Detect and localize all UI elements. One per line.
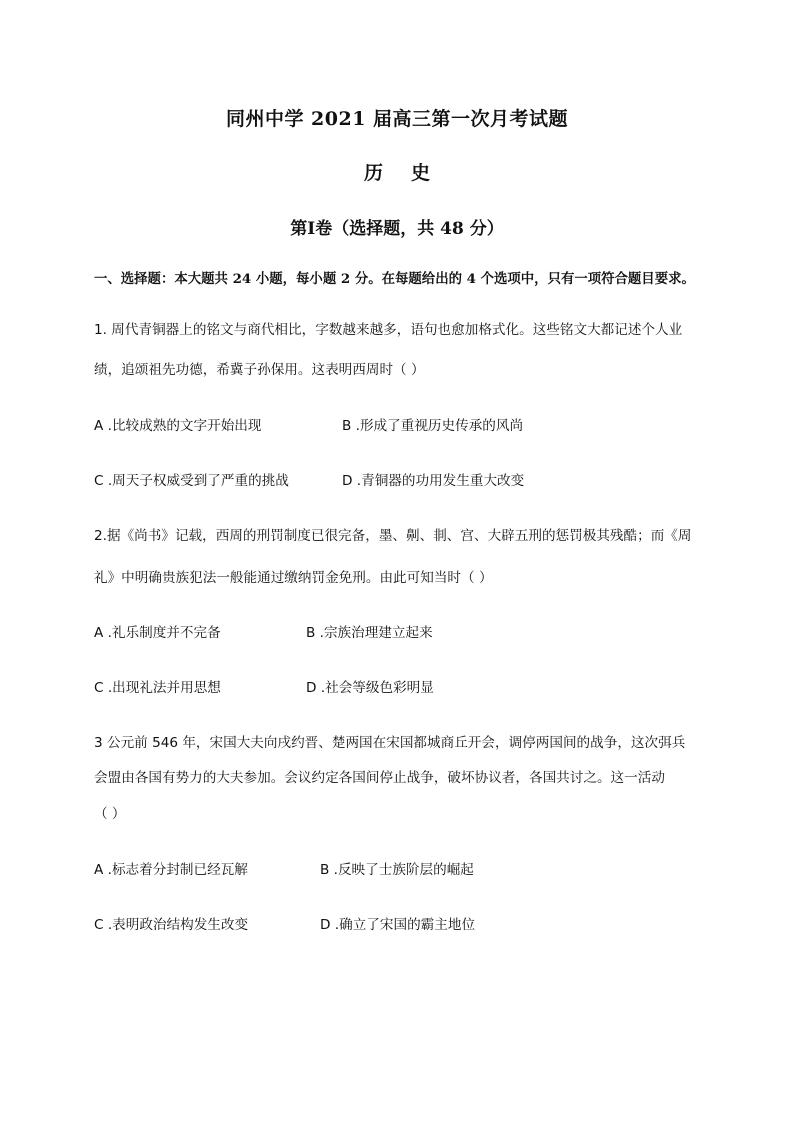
- subject-heading: 历史: [363, 162, 458, 184]
- question-1-option-c: C .周天子权威受到了严重的挑战: [94, 473, 289, 489]
- question-1-option-b: B .形成了重视历史传承的风尚: [342, 418, 524, 434]
- exam-title: 同州中学 2021 届高三第一次月考试题: [225, 108, 569, 130]
- question-1-option-d: D .青铜器的功用发生重大改变: [342, 473, 525, 489]
- question-2-option-d: D .社会等级色彩明显: [306, 680, 434, 696]
- question-3-line-2: 会盟由各国有势力的大夫参加。会议约定各国间停止战争，破坏协议者，各国共讨之。这一活动: [94, 770, 665, 786]
- instruction-text: 一、选择题：本大题共 24 小题，每小题 2 分。在每题给出的 4 个选项中，只有一项符合题目要求。: [94, 271, 695, 287]
- section-heading: 第Ⅰ卷（选择题，共 48 分）: [290, 219, 504, 239]
- question-2-option-b: B .宗族治理建立起来: [306, 625, 433, 641]
- question-1-option-a: A .比较成熟的文字开始出现: [94, 418, 262, 434]
- question-3-option-d: D .确立了宋国的霸主地位: [320, 917, 476, 933]
- question-3-line-3: （ ）: [94, 806, 126, 822]
- question-2-option-a: A .礼乐制度并不完备: [94, 625, 221, 641]
- question-3-line-1: 3 公元前 546 年，宋国大夫向戌约晋、楚两国在宋国都城商丘开会，调停两国间的战争，这次弭兵: [94, 735, 686, 751]
- question-3-option-a: A .标志着分封制已经瓦解: [94, 862, 248, 878]
- question-2-line-2: 礼》中明确贵族犯法一般能通过缴纳罚金免刑。由此可知当时（ ）: [94, 570, 493, 586]
- question-1-line-1: 1. 周代青铜器上的铭文与商代相比，字数越来越多，语句也愈加格式化。这些铭文大都记述个人业: [94, 322, 683, 338]
- question-3-option-b: B .反映了士族阶层的崛起: [320, 862, 474, 878]
- question-3-option-c: C .表明政治结构发生改变: [94, 917, 249, 933]
- question-1-line-2: 绩，追颂祖先功德，希冀子孙保用。这表明西周时（ ）: [94, 362, 425, 378]
- question-2-option-c: C .出现礼法并用思想: [94, 680, 221, 696]
- question-2-line-1: 2.据《尚书》记载，西周的刑罚制度已很完备，墨、劓、剕、宫、大辟五刑的惩罚极其残酷；而《周: [94, 528, 692, 544]
